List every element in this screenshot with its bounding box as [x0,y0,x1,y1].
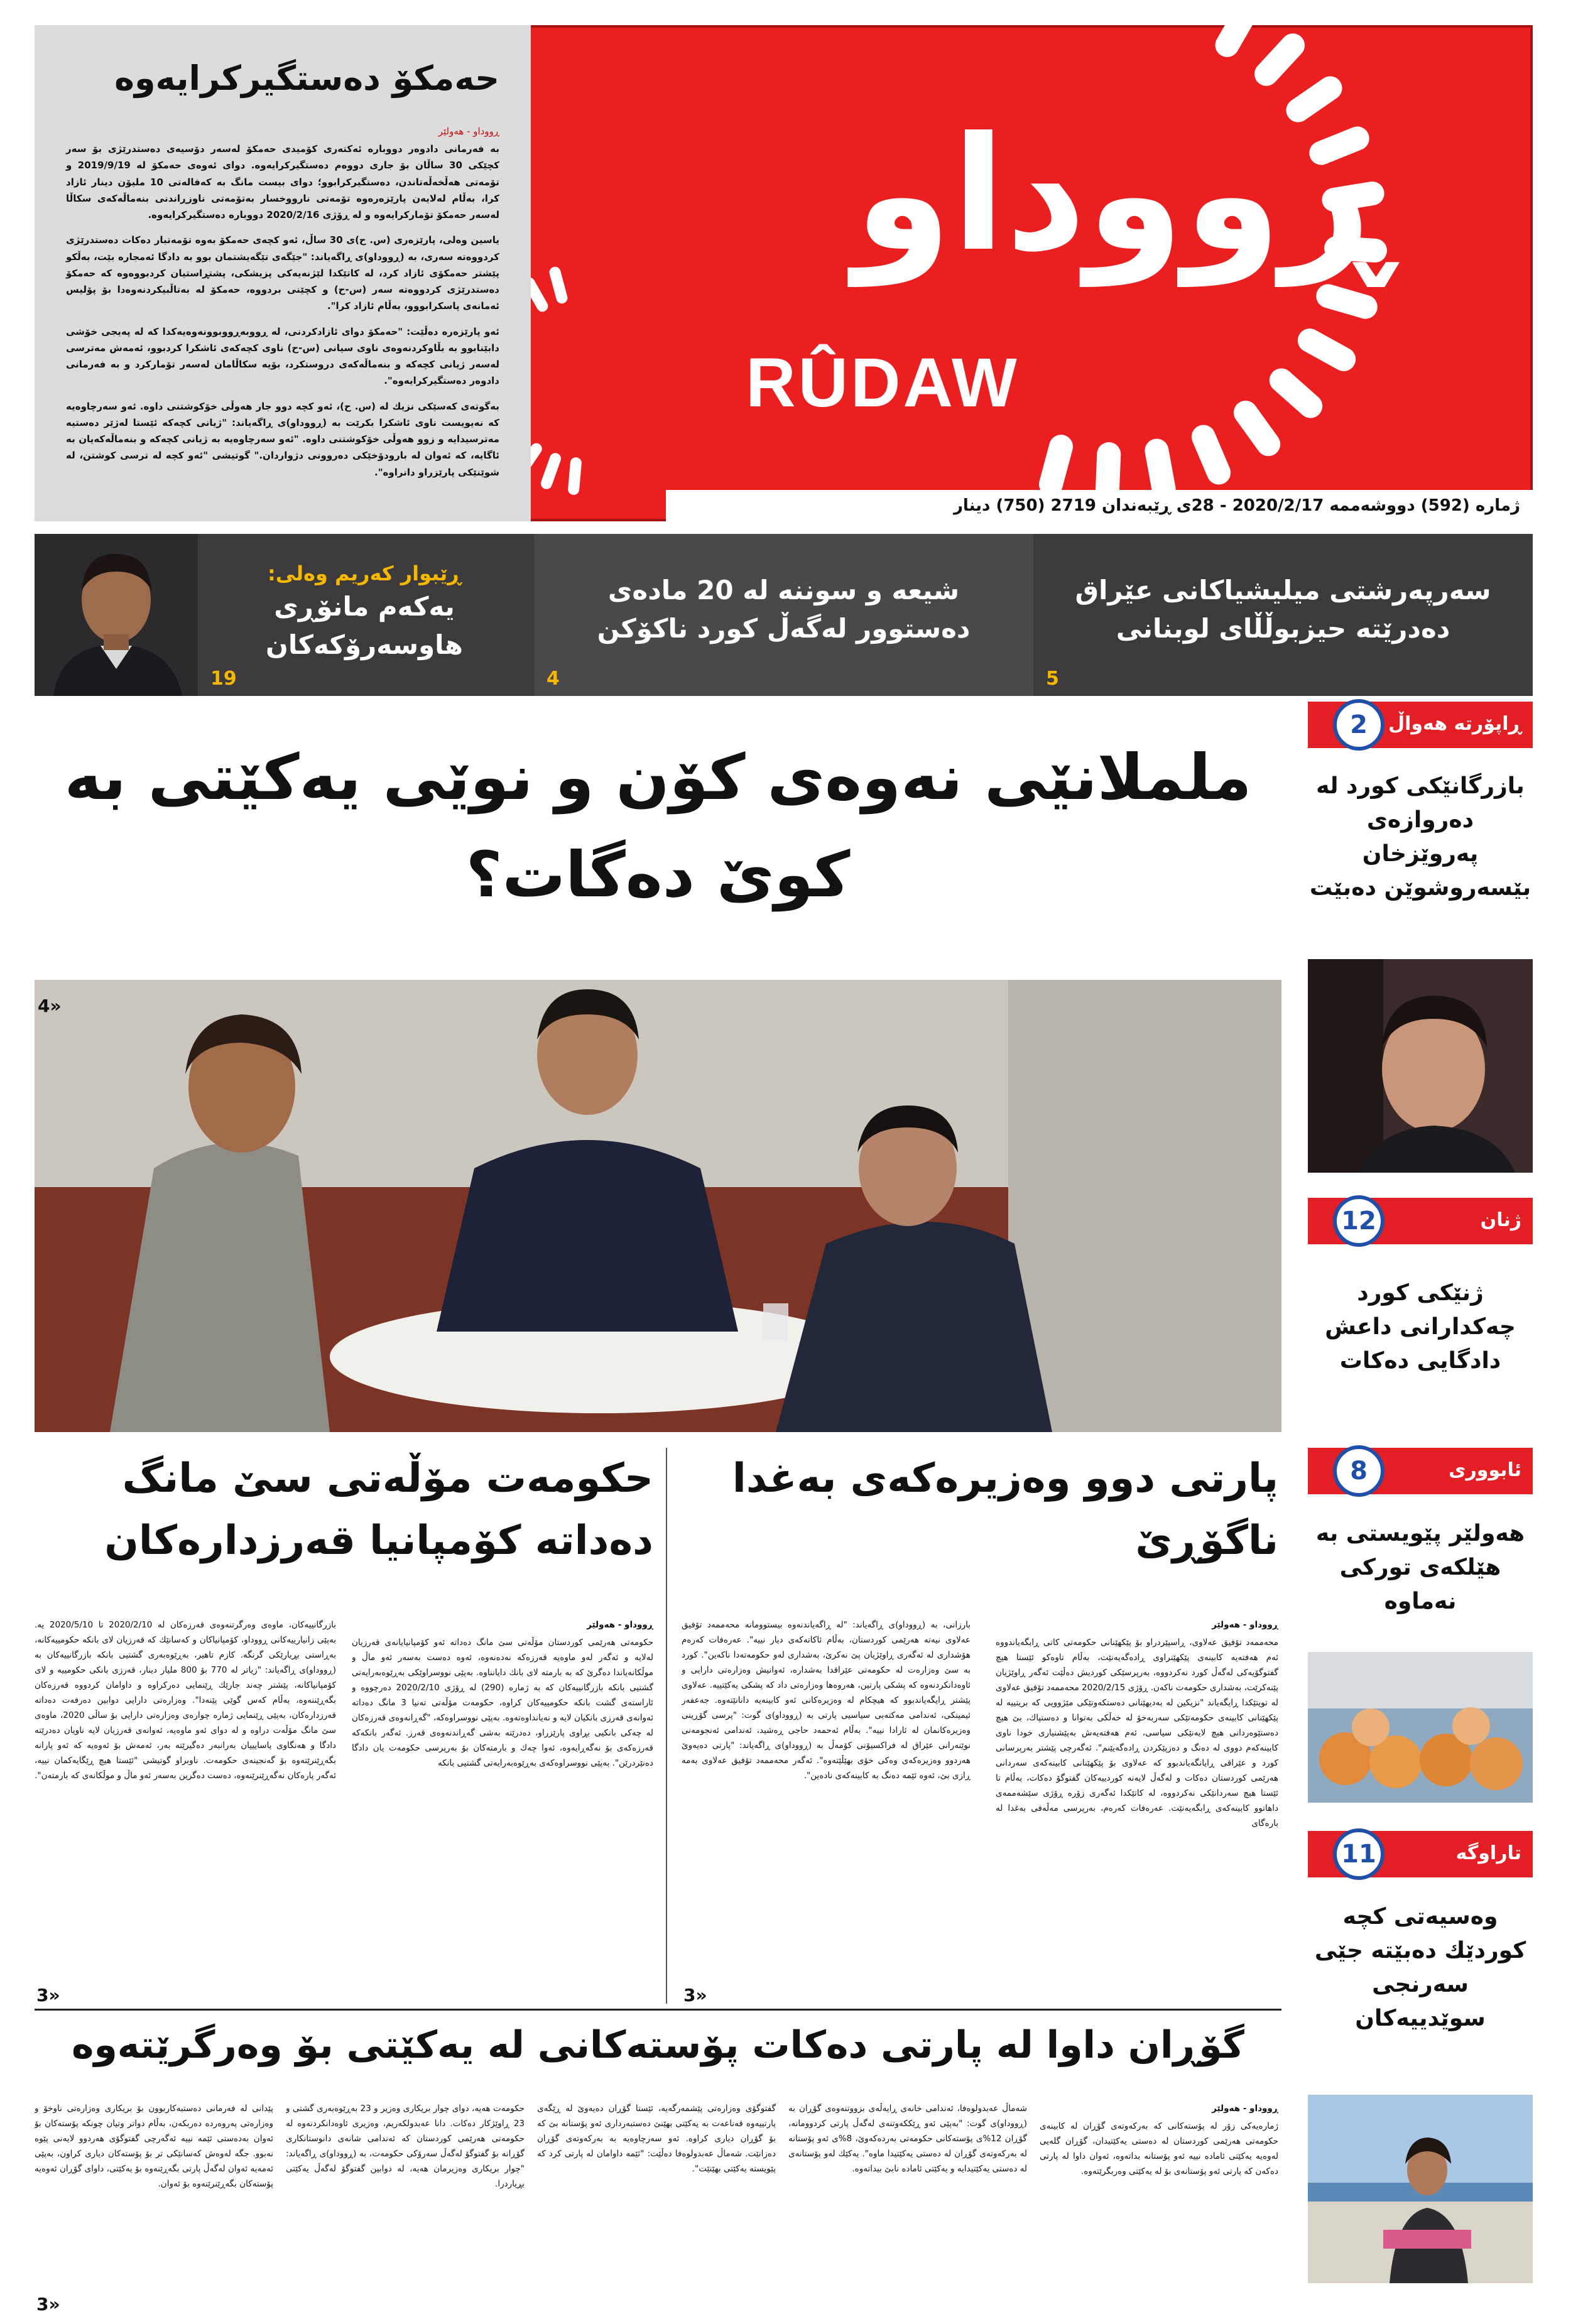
teaser-interview[interactable] [35,534,534,696]
lead-story-byline: ڕووداو - هەولێر [438,126,499,138]
sidebar-title: بازرگانێكی كورد لە دەروازەی پەروێزخان بێسەروشوێن دەبێت [1309,773,1531,901]
article-left-col-2 [35,1617,336,1975]
teaser-page-number: 5 [1046,668,1059,690]
article-byline: ڕووداو - هەولێر [1212,2104,1278,2114]
sidebar-section-label: ڕاپۆرتە هەواڵ [1388,713,1521,735]
sidebar-item-women[interactable] [1308,1198,1533,1436]
article-text: بارزانی، بە (ڕووداو)ی ڕاگەیاند: "لە ڕاگەیاندنەوە بیستوومانە محەممەد تۆفیق عەلاوی نیەتە هەرێمی كوردستان، بەڵام ئاكاتەكەی دیار نییە". عەرەفات كەرەم هۆشداری لە ئەگەری ڕاوێژیان پێ نەكرێ، بەشداری لەو حكومەتەدا ناكەین". كورد بە سێ وەزارەت لە حكومەتی عێراقدا بەشدارە، ئەوانیش وەزارەتی دارایی و ئاوەدانكردنەوە كە پشكی پارتین، هەروەها وەزارەتی داد كە پشكی یەكێتییە. عەلاوی پێشتر ڕایگەیاندبوو كە هیچكام لە وەزیرەكانی ئەو كابینەیە دانانێتەوە. جەعفەر ئیمینكی، ئەندامی مەكتەبی سیاسیی پارتی بە (ڕووداو)ی گوت: "پرسی گۆڕینی وەزیرەكانمان لە ئارادا نییە". بەڵام ئەحمەد حاجی ڕەشید، ئەندامی ئەنجومەنی نوێنەرانی عێراق لە فراكسیۆنی كۆمەڵ بە (ڕووداو)ی ڕاگەیاند: "پارتی دەیەوێ هەردوو وەزیرەكەی وەكی خۆی بهێڵێتەوە". ئەگەر محەممەد تۆفیق عەلاوی بەمە ڕازی بێ، ئەوە ئێمە دەنگ بە كابینەكەی نادەین". [682,1620,971,1781]
lead-paragraph: بە فەرمانی دادوەر دووبارە ئەكتەری كۆمیدی حەمكۆ لەسەر دۆسیەی دەستدرێژی بۆ سەر كچێكی 30 ساڵان بۆ جاری دووەم دەستگیركرایەوە. دوای ئەوەی حەمكۆ لە 2019/9/19 و تۆمەتی هەڵخەڵەتاندن، دەستگیركرابوو؛ دوای بیست مانگ بە كەفالەتی 10 ملیۆن دینار ئازاد كرا، بەڵام لەلایەن پارێزەرەوە تۆمەتی نارووخسار بەتۆمەتی ناوزڕاندنی بنەماڵەكەی سكاڵا لەسەر حەمكۆ تۆماركرایەوە و لە ڕۆژی 2020/2/16 دووبارە دەستگیركرایەوە. [66,143,499,221]
article-text: حكومەت هەیە، دوای چوار بریكاری وەزیر و 23 بەڕێوەبەری گشتی و 23 ڕاوێژكار دەكات. دانا عەبدولكەریم، وەزیری ئاوەدانكردنەوە لە حكومەتی هەرێمی كوردستان كە ئەندامی شانەی دانوستانكاری گۆڕانە بۆ گفتوگۆ لەگەڵ سەرۆكی حكومەت، بە (ڕووداو)ی ڕاگەیاند: "چوار بریكاری وەزیرمان هەیە، لە دوابین گفتوگۆ لەگەڵ یەكێتی بڕیاردرا. [286,2104,525,2190]
hero-photo [35,980,1281,1432]
article-byline: ڕووداو - هەولێر [1212,1620,1278,1630]
sidebar-page-number: 8 [1333,1445,1384,1497]
article-bottom-col-5 [35,2101,273,2289]
hero-headline[interactable]: ململانێی نەوەی كۆن و نوێی یەكێتی بە كوێ دەگات؟ [64,741,1252,911]
sidebar-section-header [1308,1831,1533,1877]
article-text: ژمارەیەكی زۆر لە پۆستەكانی كە بەركەوتەی گۆڕان لە كابینەی حكومەتی هەرێمی كوردستان لە دەستی یەكێتیدان، گۆڕان گلەیی لەوەیە یەكێتی ئامادە نییە ئەو پۆستانە بداتەوە، ئەوان داوا لە پارتی دەكەن كە پارتی ئەو پۆستانەی بۆ لە یەكێتی وەربگرێتەوە. [1040,2121,1278,2177]
lead-paragraph: ئەو پارێزەرە دەڵێت: "حەمكۆ دوای ئازادكردنی، لە ڕووبەڕووبوونەوەیەكدا كە لە پەیجی خۆشی دابێنابوو بە بڵاوكردنەوەی ناوی سیانی (س-ح) ناوی كچەكەی ئاشكرا كردبوو، ئەمەش مەترسی لەسەر ژیانی كچەكە و بنەماڵەكەی دروستكرد، بۆیە سكاڵامان لەسەر تۆماركرد و بە فەرمانی دادوەر دەستگیركرایەوە". [66,325,499,387]
logo-ray [1188,421,1234,488]
article-bottom-col-4 [286,2101,525,2289]
logo-ray [1211,0,1263,62]
article-bottom-col-1 [1040,2101,1278,2289]
sidebar-page-number: 11 [1333,1828,1384,1880]
article-text: پێدانی لە فەرمانی دەستبەكاربوون بۆ بریكاری وەزارەتی ناوخۆ و وەزارەتی پەروەردە دەربكەن، بەڵام دواتر وتیان چونكە پۆستەكان بۆ ئەوان بەدەستی ئێمە نییە ئەگەرچی گفتوگۆی هەردوو لایەنی پێوە نەبوو. جگە لەوەش كەسانێكی تر بۆ پۆستەكان دیاری كراون، بەپێی ئەمەیە ئەوان لەگەڵ پارتی بگەڕێنەوە بۆ یەكێتی، داوای گۆڕان ئەوەیە پۆستەكان بگەڕێنرێنەوە بۆ ئەوان. [35,2104,273,2190]
teaser-title: شیعە و سوننە لە 20 مادەی دەستوور لەگەڵ كورد ناكۆكن [597,575,971,644]
article-right-col-1 [996,1617,1278,1975]
hero-page-ref[interactable]: 4» [38,996,62,1016]
issue-info-line: ژمارە (592) دووشەممە 2020/2/17 - 28ی ڕێبەندان 2719 (750) دینار [666,490,1533,521]
article-bottom-title[interactable]: گۆڕان داوا لە پارتی دەكات پۆستەكانی لە یەكێتی بۆ وەرگرێتەوە [72,2023,1244,2067]
sidebar-page-number: 12 [1333,1195,1384,1247]
teaser-militias[interactable] [1033,534,1533,696]
article-right-col-2 [682,1617,971,1975]
logo-ray [1265,364,1327,423]
sidebar-section-header [1308,1448,1533,1494]
teaser-kicker: ڕێبوار كەریم وەلی: [267,562,462,585]
teaser-page-number: 4 [547,668,560,690]
article-left-page-ref[interactable]: 3» [36,1985,60,2006]
article-bottom-page-ref[interactable]: 3» [36,2294,60,2315]
lead-paragraph: بەگوتەی كەسێكی نزیك لە (س. ح)، ئەو كچە دوو جار هەوڵی خۆكوشتنی داوە. ئەو سەرچاوەیە كە نەیویست ناوی ئاشكرا بكرێت بە (ڕووداو)ی ڕاگەیاند: "ژیانی كچەكە ئێستا لەژێر دەستیە مەترسیدایە و زوو هەوڵی خۆكوشتنی داوە. "ئەو سەرچاوەیە بە ژیانی كچەكە و بنەماڵەكەیان بە ئاگایە، كە ئەوان لە بارودۆخێكی دەروونی دژواردان." گوتیشی "ئەو كچە لە ترسی كوشتن، لە شوێنێكی پارێزراو دانراوە". [66,400,499,478]
logo-ray [1229,396,1285,461]
lead-paragraph: یاسین وەلی، پارێزەری (س. ح)ی 30 ساڵ، ئەو كچەی حەمكۆ بەوە تۆمەتبار دەكات دەستدرێژی كردووەتە سەری، بە (ڕووداو)ی ڕاگەیاند: "جێگەی تێگەیشتمان بوو بە دادگا ئەمجارە بێت، بەڵكو پێشتر حەمكۆی ئازاد كرد، لە كاتێكدا لێژنەیەكی پزیشكی، پشتڕاستیان كردبووەوە كە حەمكۆ دەستدرێژی كردووەتە سەر (س-ح) و كچێنی بردووە، حەمكۆ لە بەتاڵبیكردنەوەدا بۆ پۆلیس ئەمانەی پاسكرابووو، بەڵام ئازاد كرا". [66,234,499,312]
sidebar-section-header [1308,1198,1533,1244]
article-bottom-col-2 [788,2101,1027,2289]
sidebar-section-label: ئابووری [1448,1459,1521,1481]
article-left-col-1 [352,1617,653,1975]
sidebar-page-number: 2 [1333,699,1384,751]
article-bottom-col-3 [537,2101,776,2289]
sidebar-title: هەولێر پێویستی بە هێلكەی توركی نەماوە [1315,1521,1525,1614]
article-left-title[interactable]: حكومەت مۆڵەتی سێ مانگ دەداتە كۆمپانیا قەرزدارەكان [104,1455,653,1565]
teaser-page-number: 19 [210,668,237,690]
sidebar-photo-woman [1308,2095,1533,2283]
sidebar-item-report[interactable] [1308,702,1533,1185]
article-right-page-ref[interactable]: 3» [683,1985,707,2006]
sidebar-title: ژنێكی كورد چەكدارانی داعش دادگایی دەكات [1325,1280,1516,1374]
logo-ray [1249,28,1310,90]
article-byline: ڕووداو - هەولێر [587,1620,653,1630]
logo-ray [548,266,568,305]
logo-ray [540,452,563,491]
article-text: شەماڵ عەبدولوەفا، ئەندامی خانەی ڕایەڵەی بزووتنەوەی گۆڕان بە (ڕووداو)ی گوت: "بەپێی ئەو ڕێككەوتنەی لەگەڵ پارتی كردوومانە، گۆڕان 12%ی پۆستەكانی حكومەتی بەردەكەوێ، 8%ی ئەو پۆستانە لە بەركەوتەی گۆڕان لە دەستی یەكێتیدا ماوە". یەكێك لەو پۆستانەی لە دەستی یەكێتیدایە و یەكێتی ئامادە نابێ بیداتەوە. [788,2104,1027,2175]
article-text: محەممەد تۆفیق عەلاوی، ڕاسپێردراو بۆ پێكهێنانی حكومەتی كاتی ڕابگەیاندووە ئەم هەفتەیە كابینەی پێكهێنراوی ڕادەگەیەنێت، بەڵام تاوەكو ئێستا هیچ گفتوگۆیەكی لەگەڵ كورد نەكردووە، بەرپرسێكی كوردیش دەڵێت ئەگەر ڕاوێژیان پێنەكرێت، بەشداری حكومەت ناكەن. ڕۆژی 2020/2/15 محەممەد تۆفیق عەلاوی لە تویتێكدا ڕایگەیاند "نزیكین لە بەدیهێنانی دەستكەوتێكی مێژوویی كە بریتییە لە پێكهێنانی كابینەی حكومەتێكی سەربەخۆ لە خەڵكی بەتوانا و دەستپاك، بێ هیچ دەستێوەردانی هیچ لایەنێكی سیاسی، ئەم هەفتەیەش بەپێشنیاری خودا ناوی كابینەكەم دووی لە دەنگ و دەزپێكردن ڕادەگەیێنم". ئەگەرچی پێشتر بەرپرسانی كورد و عێراقی ڕایانگەیاندبوو كە عەلاوی بۆ پێكهێنانی كابینەكەی سەردانی هەرێمی كوردستان دەكات و لەگەڵ لایەنە كوردییەكان گفتوگۆ دەكات، بەڵام تا ئێستا هیچ سەردانێكی نەكردووە، لە كاتێكدا ئەگەری زۆرە ڕۆژی سێشەممەی داهاتوو كابینەكەی ڕابگەیەنێت. عەرەفات كەرەم، بەرپرسی مەڵەفی بەغدا لە بارەگای [996,1637,1278,1829]
sidebar-photo-eggs [1308,1652,1533,1803]
columnist-portrait [35,534,198,696]
hero-photo-scene [35,980,1281,1432]
sidebar-item-economy[interactable] [1308,1448,1533,1818]
article-text: گفتوگۆی وەزارەتی پێشمەرگەیە، ئێستا گۆڕان دەیەوێ لە ڕێگەی پارتییەوە قەناعەت بە یەكێتی بهێنێ دەستبەرداری ئەو پۆستانە بێ كە بۆ گۆڕان دیاری كراوە. ئەو سەرچاوەیە بە بەركەوتەی گۆڕان دەزانێت. شەماڵ عەبدولوەفا دەڵێت: "ئێمە داوامان لە پارتی كرد كە پێویستە یەكێتی بهێنێت". [537,2104,776,2175]
brand-latin-logo[interactable]: RÛDAW [746,344,1020,421]
column-divider [666,1448,667,2004]
article-text: حكومەتی هەرێمی كوردستان مۆڵەتی سێ مانگ دەداتە ئەو كۆمپانیایانەی قەرزیان لەلایە و ئەگەر لەو ماوەیە قەرزەكە نەدەنەوە، ئەوە دەست بەسەر ئەو ماڵ و موڵكانەیاندا دەگرێ كە بە بارمتە لای بانك دایانناوە. بەپێی نووسراوێكی بەڕێوەبەرایەتی گشتیی بانكە بازرگانییەكان كە بە ژمارە (290) لە ڕۆژی 2020/2/10 دەرچووە و ئاراستەی گشت بانكە حكومییەكان كراوە، حكومەت مۆڵەتی تەنیا 3 مانگ دەداتە ئەوانەی قەرزی بانكیان لایە و نەیانداوەتەوە. بەپێی نووسراوەكە، "گەڕانەوەی قەرزەكان لە چەكی بانكیی بڕاوی پارێزراو، دەدرێتە بەشی گەڕاندنەوەی قەرز. ئەگەر بانكەكە قەرزەكەی بۆ نەگەڕایەوە، ئەوا چەك و بارمتەكان بۆ بەرپرسی حكومەت یان دادگا دەنێردرێن". بەپێی نووسراوەكەی بەڕێوەبەرایەتی گشتیی بانكە [352,1637,653,1769]
teaser-bar [35,534,1533,696]
sidebar-section-header [1308,702,1533,748]
teaser-constitution[interactable] [534,534,1033,696]
article-text: بازرگانییەكان، ماوەی وەرگرتنەوەی قەرزەكان لە 2020/2/10 تا 2020/5/10 یە. بەپێی زانیارییەكانی ڕووداو، كۆمپانیاكان و كەسانێك كە قەرزیان لای بانكە حكومییەكانە، بەڕاستی بڕیارێكی گرنگە. كازم تاهیر، بەڕێوەبەری گشتیی بانكە بازرگانییەكان بە (ڕووداو)ی ڕاگەیاند: "زیاتر لە 770 بۆ 800 ملیار دینار، قەرزی بانكی حكومییە و لای كۆمپانیاكانە، پێشتر چەند جارێك ڕێنمایی دەركراوە و داوامان كردووە قەرزەكان بگەڕێننەوە، بەڵام كەس گوێی پێنەدا". وەزارەتی دارایی دوابین دەرفەت دەداتە قەرزدارەكان، بەپێی ڕێنمایی ژمارە چوارەی وەزارەتی دارایی بۆ ساڵی 2020، ماوەی سێ مانگ مۆڵەت دراوە و لە دوای ئەو ماوەیە، ئەوانەی قەرزیان لایە ناویان دەدرێتە دادگا و هەنگاوی یاسایییان بەرانبەر دەگیرێتە بەر، ئەمەش بۆ ئەوەیە كە ئەو پارانە بگەڕێنرێتەوە بۆ گەنجینەی حكومەت. ناوبراو گوتیشی "ئێستا هیچ ڕێگایەكمان نییە، ئەگەر پارەكان نەگەڕێنرێنەوە، دەست دەگرین بەسەر ئەو ماڵ و موڵكانەی كە بارمتەن". [35,1620,336,1781]
article-right-title[interactable]: پارتی دوو وەزیرەكەی بەغدا ناگۆڕێ [732,1455,1278,1565]
lead-story-title[interactable]: حەمكۆ دەستگیركرایەوە [114,58,499,98]
teaser-title: سەرپەرشتی میلیشیاكانی عێراق دەدرێتە حیزبوڵڵای لوبنانی [1075,575,1491,644]
teaser-title: یەكەم مانۆڕی هاوسەرۆكەكان [266,591,463,661]
sidebar-item-diaspora[interactable] [1308,1831,1533,2296]
logo-ray [568,457,582,496]
sidebar-photo-young-man [1308,959,1533,1173]
lead-story [35,25,531,521]
sidebar-section-label: تاراوگە [1455,1842,1521,1864]
section-divider [35,2009,1281,2011]
lead-story-body [66,126,499,481]
sidebar-section-label: ژنان [1480,1209,1521,1231]
logo-ray [1036,432,1075,499]
sidebar-title: وەسیەتی كچە كوردێك دەبێتە جێی سەرنجی سوێدییەكان [1314,1904,1526,2031]
logo-ray [1293,325,1360,376]
brand-wordmark[interactable]: ڕووداو [854,103,1388,286]
teaser-title-block [232,559,496,665]
